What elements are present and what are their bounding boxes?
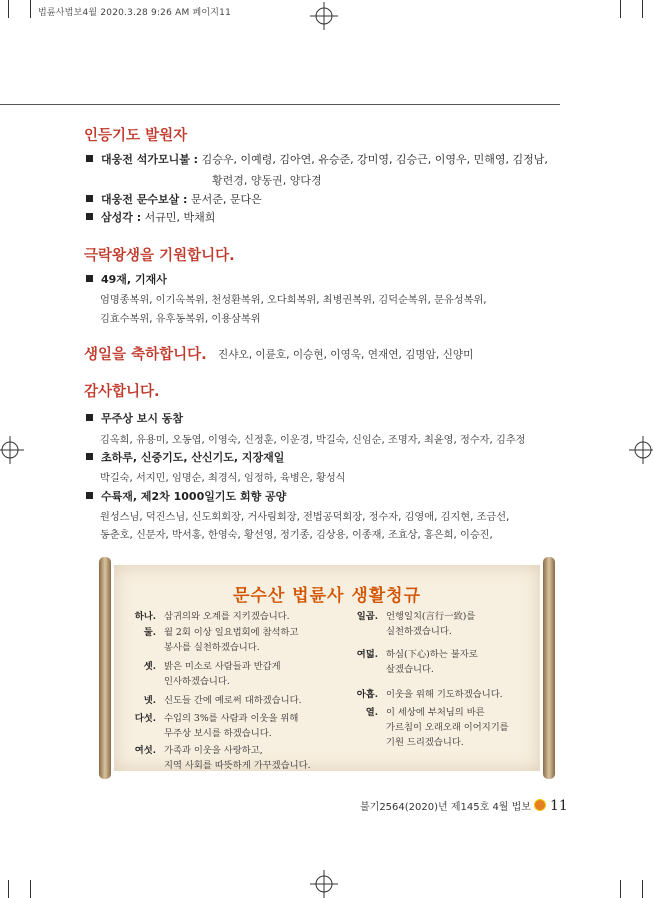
square-bullet-icon — [86, 213, 93, 220]
square-bullet-icon — [86, 492, 93, 499]
vow-item: 일곱. 언행일치(言行一致)를 — [356, 611, 476, 622]
vow-item-cont: 봉사를 실천하겠습니다. — [164, 642, 260, 653]
crop-mark — [30, 880, 31, 898]
square-bullet-icon — [86, 414, 93, 421]
donor-names: 문서준, 문다은 — [190, 193, 262, 206]
square-bullet-icon — [86, 275, 93, 282]
thanks-label: 무주상 보시 동참 — [101, 412, 184, 425]
vow-item: 넷. 신도들 간에 예로써 대하겠습니다. — [143, 695, 302, 706]
vow-item-cont: 지역 사회를 따뜻하게 가꾸겠습니다. — [164, 760, 311, 771]
registration-mark-icon — [310, 2, 338, 30]
vow-item: 여덟. 하심(下心)하는 불자로 — [356, 649, 478, 660]
vow-item: 여섯. 가족과 이웃을 사랑하고, — [134, 745, 263, 756]
scroll-paper — [114, 565, 540, 771]
square-bullet-icon — [86, 453, 93, 460]
registration-mark-icon — [310, 870, 338, 898]
vow-item-cont: 기원 드리겠습니다. — [386, 737, 464, 748]
vow-item: 셋. 밝은 미소로 사람들과 반갑게 — [143, 661, 281, 672]
vow-item-cont: 살겠습니다. — [386, 664, 434, 675]
crop-mark — [8, 880, 9, 898]
section-title-donors: 인등기도 발원자 — [84, 128, 188, 144]
vow-item-cont: 인사하겠습니다. — [164, 676, 230, 687]
scroll-rod-right-icon — [540, 557, 558, 779]
donor-names: 김승우, 이예령, 김아연, 유승준, 강미영, 김승근, 이영우, 민해영, 김정남, — [201, 153, 548, 166]
header-rule — [0, 104, 560, 105]
rules-scroll — [96, 557, 558, 779]
thanks-names: 김옥희, 유용미, 오동엽, 이영숙, 신정훈, 이운경, 박길숙, 신임순, 조명자, 최윤영, 정수자, 김추정 — [100, 435, 526, 446]
crop-mark — [8, 0, 9, 18]
square-bullet-icon — [86, 195, 93, 202]
vow-item-cont: 가르침이 오래오래 이어지기를 — [386, 722, 509, 733]
donor-label: 대웅전 석가모니불 : — [101, 153, 199, 166]
crop-mark — [642, 880, 643, 898]
donor-row — [86, 209, 215, 225]
donor-names: 서규민, 박채희 — [144, 211, 216, 224]
birthday-names: 진샤오, 이륜호, 이승현, 이영욱, 연재연, 김명암, 신양미 — [218, 349, 474, 361]
footer-issue: 불기2564(2020)년 제145호 4월 법보 — [360, 802, 531, 813]
section-title-birthday: 생일을 축하합니다. — [84, 347, 207, 363]
crop-mark — [30, 0, 31, 18]
section-title-rebirth: 극락왕생을 기원합니다. — [84, 248, 235, 264]
registration-mark-icon — [0, 436, 24, 464]
square-bullet-icon — [86, 155, 93, 162]
thanks-label: 수륙재, 제2차 1000일기도 회향 공양 — [101, 490, 287, 503]
vow-item-cont: 무주상 보시를 하겠습니다. — [164, 728, 272, 739]
scroll-title: 문수산 법륜사 생활청규 — [232, 586, 422, 606]
rebirth-names: 김효수복위, 유후동복위, 이용삼복위 — [100, 314, 261, 325]
donor-row — [86, 191, 262, 207]
crop-mark — [620, 880, 621, 898]
thanks-row — [86, 488, 286, 504]
vow-item-cont: 실천하겠습니다. — [386, 626, 452, 637]
page-footer — [360, 798, 568, 814]
vow-item: 하나. 삼귀의와 오계를 지키겠습니다. — [134, 611, 290, 622]
thanks-names: 동춘호, 신문자, 박서홍, 한영숙, 황선영, 정기종, 김상용, 이종재, 조효상, 홍은희, 이승진, — [100, 530, 493, 541]
print-slug: 법륜사법보4월 2020.3.28 9:26 AM 페이지11 — [38, 8, 232, 18]
rebirth-label: 49재, 기재사 — [101, 273, 167, 286]
rebirth-row — [86, 271, 167, 287]
thanks-row — [86, 449, 284, 465]
thanks-names: 박길숙, 서지민, 임명순, 최경식, 임정하, 육병은, 황성식 — [100, 473, 346, 484]
donor-label: 대웅전 문수보살 : — [101, 193, 188, 206]
thanks-row — [86, 410, 183, 426]
crop-mark — [642, 0, 643, 18]
crop-mark — [620, 0, 621, 18]
vow-item: 다섯. 수입의 3%를 사람과 이웃을 위해 — [134, 713, 299, 724]
thanks-names: 원성스님, 덕진스님, 신도회회장, 거사림회장, 전법공덕회장, 정수자, 김영애, 김지현, 조금선, — [100, 512, 510, 523]
section-title-thanks: 감사합니다. — [84, 384, 160, 400]
flower-icon — [534, 799, 546, 811]
vow-item: 아홉. 이웃을 위해 기도하겠습니다. — [356, 689, 503, 700]
scroll-rod-left-icon — [96, 557, 114, 779]
registration-mark-icon — [629, 436, 653, 464]
donor-label: 삼성각 : — [101, 211, 142, 224]
thanks-label: 초하루, 신중기도, 산신기도, 지장재일 — [101, 451, 285, 464]
vow-item: 열. 이 세상에 부처님의 바른 — [365, 707, 485, 718]
rebirth-names: 엄명종복위, 이기옥복위, 천성환복위, 오다희복위, 최병권복위, 김덕순복위, 문유성복위, — [100, 295, 487, 306]
donor-names-cont: 황련경, 양동권, 양다경 — [212, 174, 322, 187]
donor-row — [86, 151, 548, 167]
vow-item: 둘. 월 2회 이상 일요법회에 참석하고 — [143, 627, 299, 638]
page-number: 11 — [549, 798, 568, 814]
